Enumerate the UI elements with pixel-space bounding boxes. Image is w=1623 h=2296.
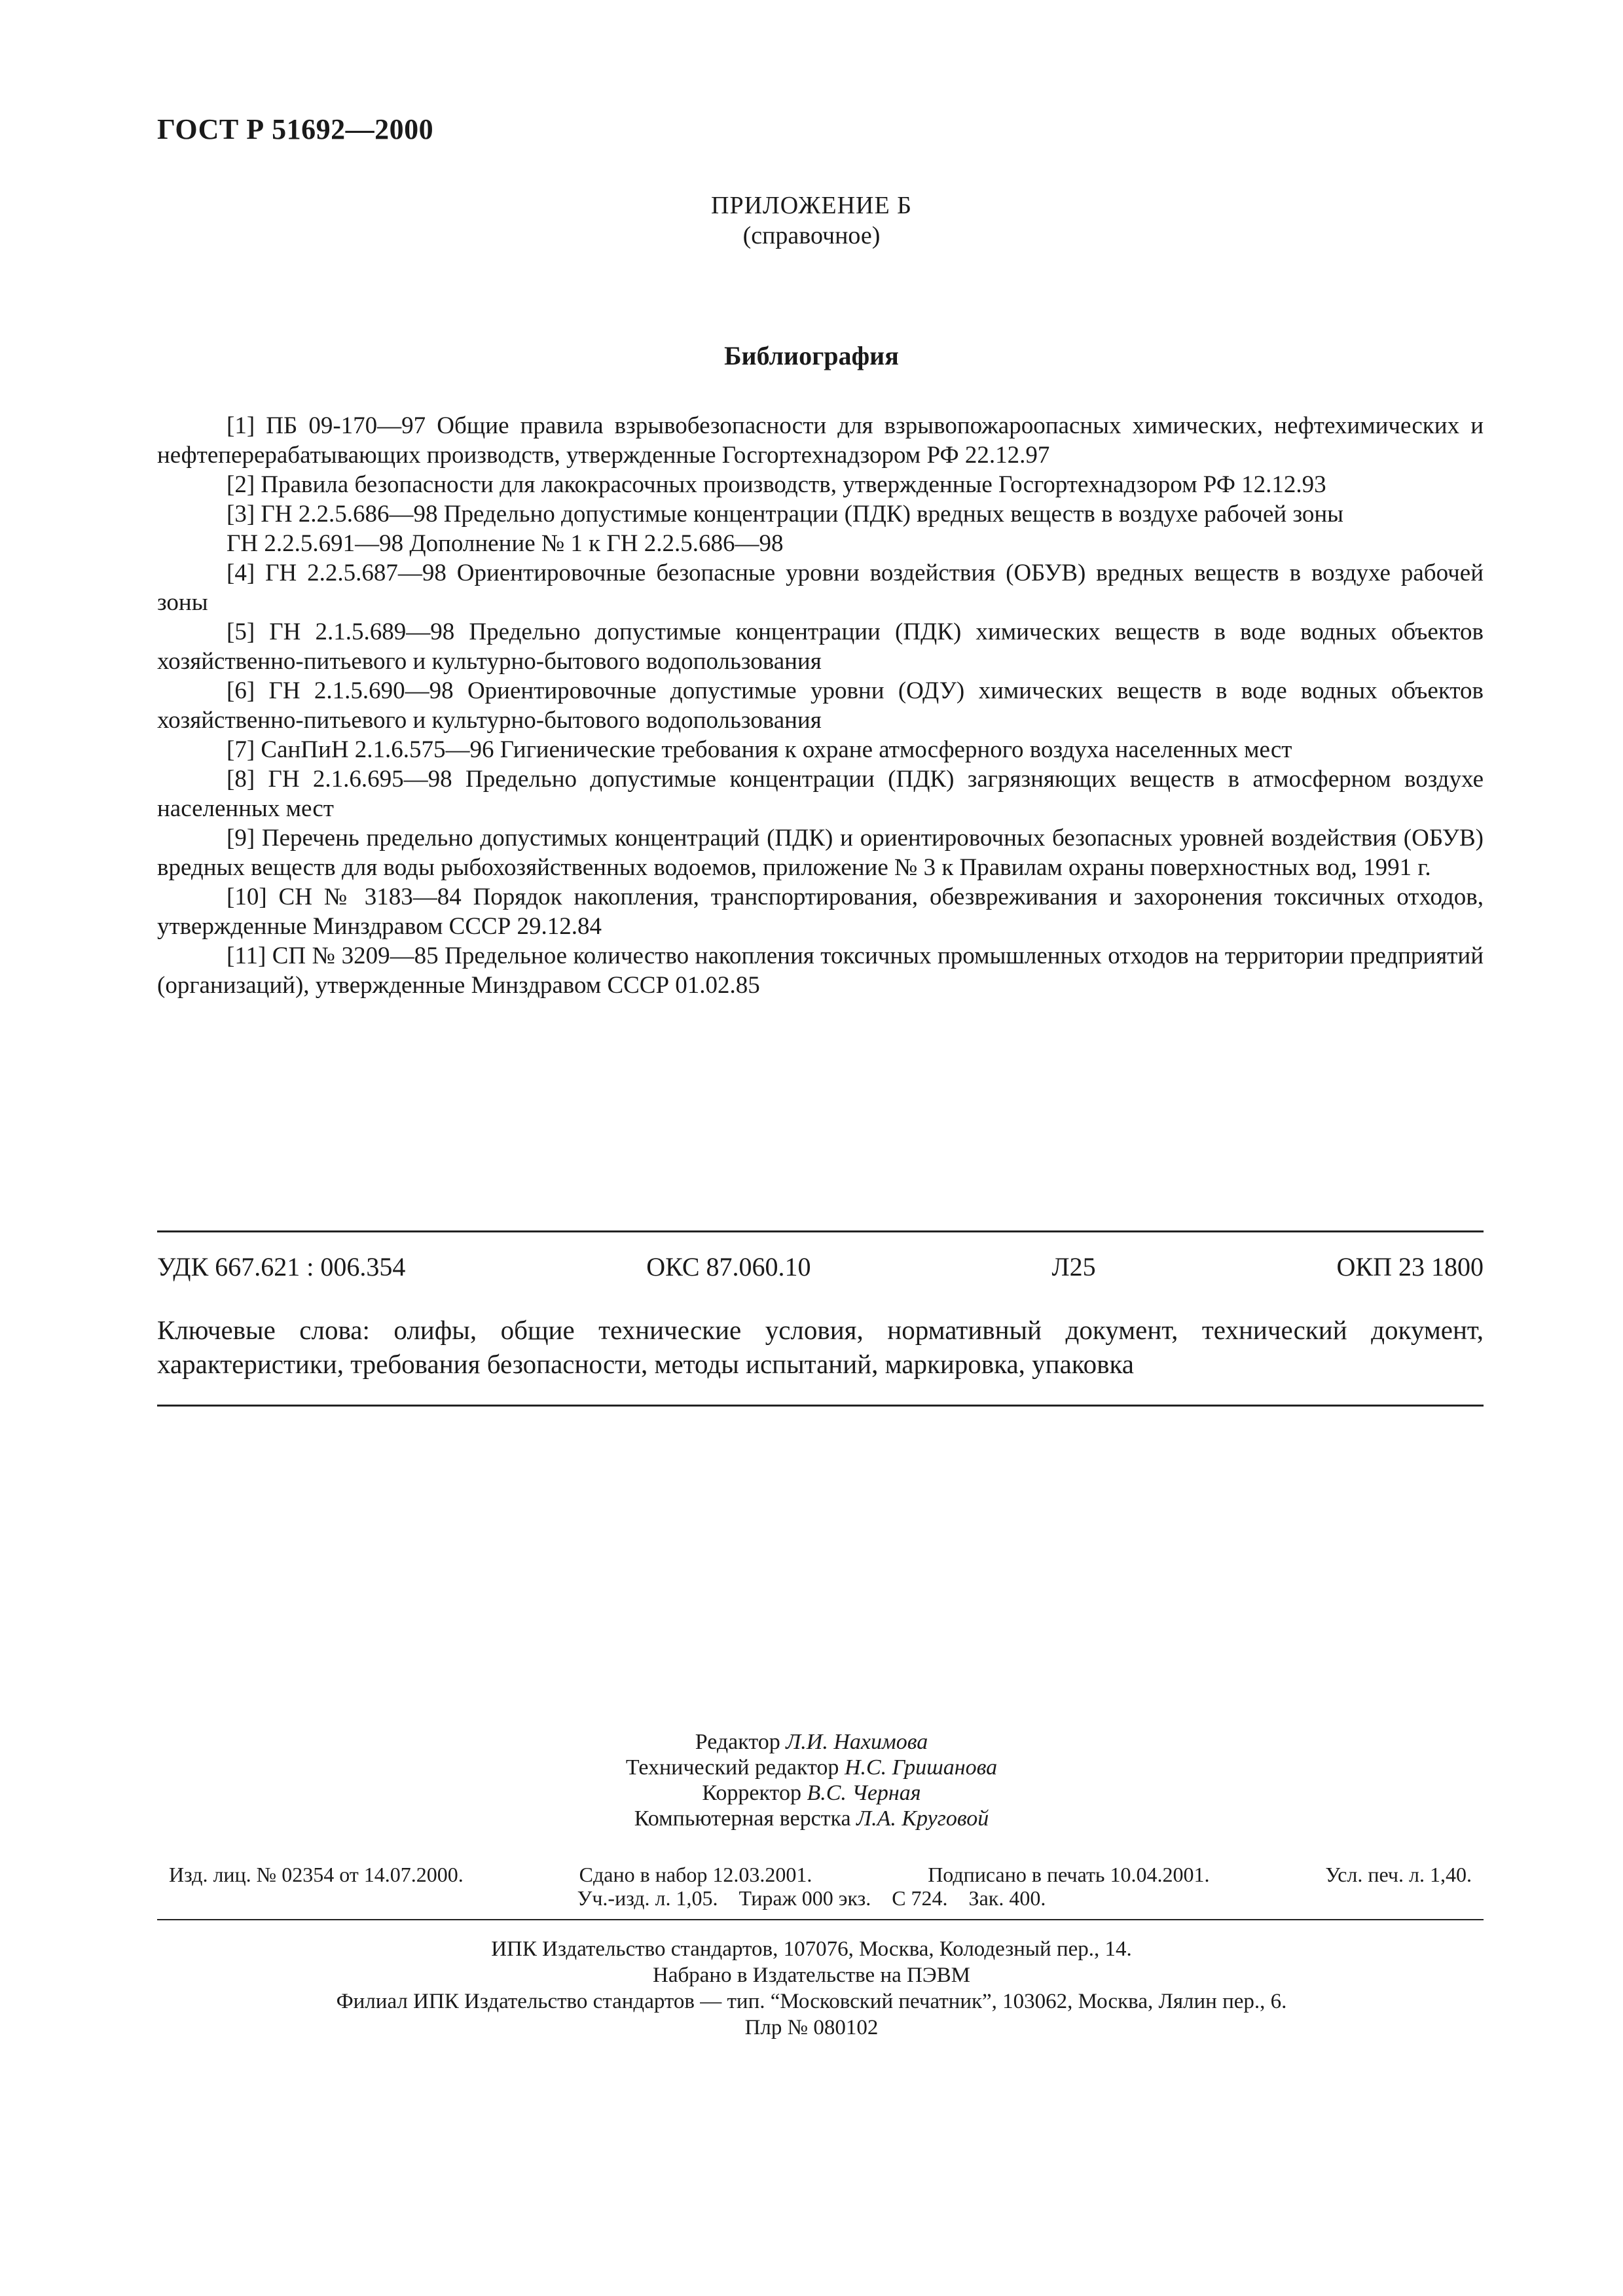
bibliography-entry: [11] СП № 3209—85 Предельное количество накопления токсичных промышленных отходов на территории предприятий (организаций), утвержденные Минздравом СССР 01.02.85 [157,942,1484,999]
bibliography-entry: [1] ПБ 09-170—97 Общие правила взрывобезопасности для взрывопожароопасных химических, нефтехимических и нефтеперерабатывающих производств, утвержденные Госгортехнадзором РФ 22.12.97 [157,412,1484,469]
appendix-subtitle: (справочное) [742,222,881,249]
print-sheets: Усл. печ. л. 1,40. [1325,1863,1472,1886]
imprint-line: Набрано в Издательстве на ПЭВМ [653,1964,970,1987]
classification-row [157,1251,1484,1282]
signed-date: Подписано в печать 10.04.2001. [928,1863,1210,1886]
appendix-title: ПРИЛОЖЕНИЕ Б [711,192,912,219]
staff-tech-editor: Технический редактор Н.С. Гришанова [625,1755,998,1780]
bibliography-entry: [8] ГН 2.1.6.695—98 Предельно допустимые концентрации (ПДК) загрязняющих веществ в атмосферном воздухе населенных мест [157,766,1484,822]
keywords: Ключевые слова: олифы, общие технические условия, нормативный документ, технический документ, характеристики, требования безопасности, методы испытаний, маркировка, упаковка [157,1315,1484,1379]
bibliography-entry: [6] ГН 2.1.5.690—98 Ориентировочные допустимые уровни (ОДУ) химических веществ в воде водных объектов хозяйственно-питьевого и культурно-бытового водопользования [157,677,1484,734]
divider-imprint [157,1919,1484,1920]
imprint-line: ИПК Издательство стандартов, 107076, Москва, Колодезный пер., 14. [491,1937,1132,1961]
group-code: Л25 [1051,1252,1096,1282]
license: Изд. лиц. № 02354 от 14.07.2000. [169,1863,464,1886]
bibliography-entry: [5] ГН 2.1.5.689—98 Предельно допустимые концентрации (ПДК) химических веществ в воде водных объектов хозяйственно-питьевого и культурно-бытового водопользования [157,619,1484,675]
imprint-line: Филиал ИПК Издательство стандартов — тип. “Московский печатник”, 103062, Москва, Лялин пер., 6. [336,1990,1287,2013]
bibliography-entry: [7] СанПиН 2.1.6.575—96 Гигиенические требования к охране атмосферного воздуха населенных мест [227,736,1292,763]
bibliography-title: Библиография [724,341,899,370]
oks-code: ОКС 87.060.10 [646,1252,811,1282]
bibliography-entry: [10] СН № 3183—84 Порядок накопления, транспортирования, обезвреживания и захоронения токсичных отходов, утвержденные Минздравом СССР 29.12.84 [157,884,1484,940]
imprint [0,1936,1623,2041]
bibliography-entry: [3] ГН 2.2.5.686—98 Предельно допустимые концентрации (ПДК) вредных веществ в воздухе рабочей зоны [227,501,1344,528]
divider-top [157,1230,1484,1232]
imprint-line: Плр № 080102 [744,2016,879,2039]
document-code: ГОСТ Р 51692—2000 [157,113,434,145]
bibliography-entry: [2] Правила безопасности для лакокрасочных производств, утвержденные Госгортехнадзором РФ 12.12.93 [227,471,1326,498]
editorial-staff [0,1729,1623,1831]
udk-code: УДК 667.621 : 006.354 [157,1252,406,1282]
sent-date: Сдано в набор 12.03.2001. [579,1863,812,1886]
staff-layout: Компьютерная верстка Л.А. Круговой [634,1806,989,1831]
bibliography-entry: ГН 2.2.5.691—98 Дополнение № 1 к ГН 2.2.5.686—98 [227,530,784,557]
staff-editor: Редактор Л.И. Нахимова [695,1730,928,1754]
bibliography-list [157,411,1484,1000]
publication-info-line2: Уч.-изд. л. 1,05. Тираж 000 экз. С 724. Зак. 400. [577,1886,1046,1910]
bibliography-entry: [4] ГН 2.2.5.687—98 Ориентировочные безопасные уровни воздействия (ОБУВ) вредных веществ в воздухе рабочей зоны [157,560,1484,616]
divider-keywords [157,1405,1484,1407]
okp-code: ОКП 23 1800 [1336,1252,1484,1282]
staff-corrector: Корректор В.С. Черная [702,1781,921,1805]
publication-info [169,1863,1472,1887]
bibliography-entry: [9] Перечень предельно допустимых концентраций (ПДК) и ориентировочных безопасных уровней воздействия (ОБУВ) вредных веществ для воды рыбохозяйственных водоемов, приложение № 3 к Правилам охраны поверхностных вод, 1991 г. [157,825,1484,881]
